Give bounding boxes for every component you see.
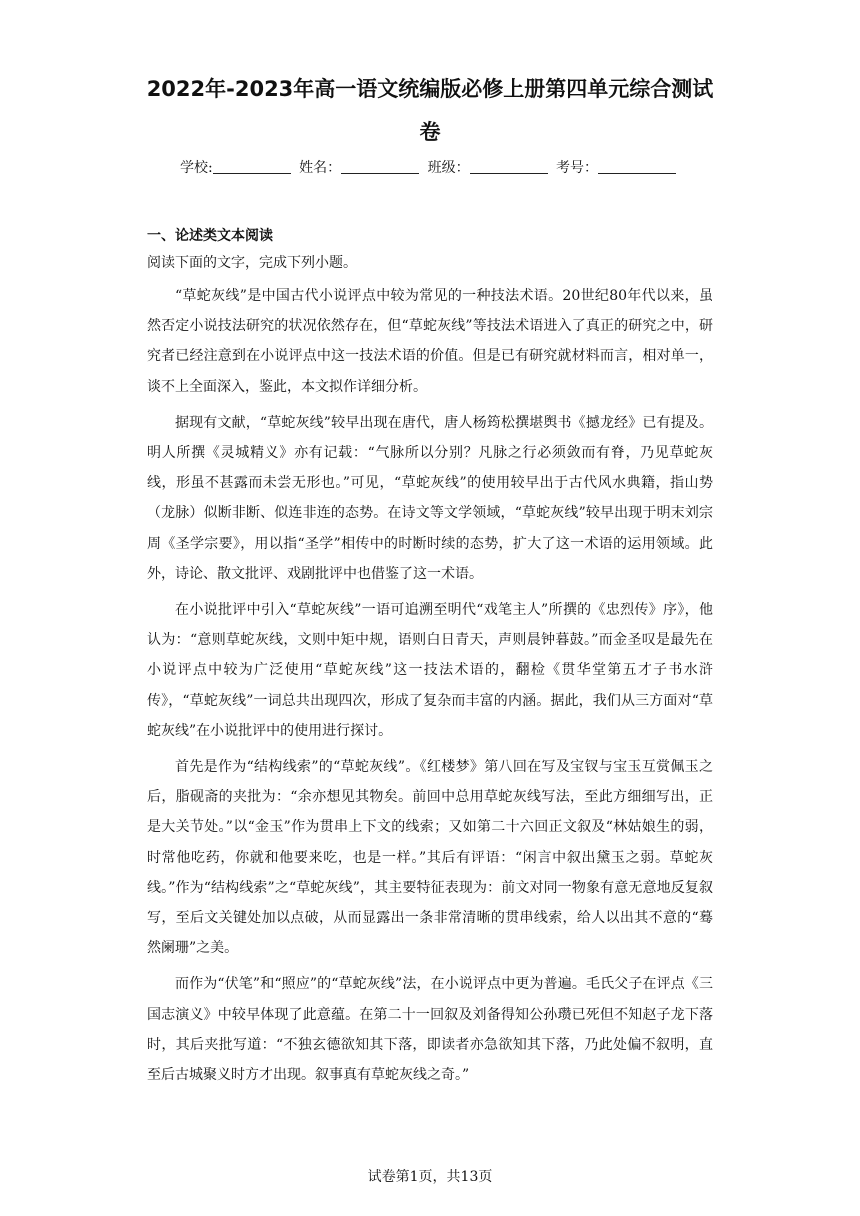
reading-passage: [147, 281, 713, 1090]
student-info-line: [0, 158, 860, 178]
school-blank: [213, 159, 291, 174]
exam-title-line-1: 2022年-2023年高一语文统编版必修上册第四单元综合测试: [146, 77, 714, 101]
passage-paragraph: 而作为“伏笔”和“照应”的“草蛇灰线”法，在小说评点中更为普遍。毛氏父子在评点《三国志演义》中较早体现了此意蕴。在第二十一回叙及刘备得知公孙瓒已死但不知赵子龙下落时，其后夹批写道：“不独玄德欲知其下落，即读者亦急欲知其下落，乃此处偏不叙明，直至后古城聚义时方才出现。叙事真有草蛇灰线之奇。”: [147, 976, 713, 1084]
exam-number-label: 考号：: [556, 160, 599, 176]
school-label: 学校:: [179, 160, 213, 176]
reading-instruction: 阅读下面的文字，完成下列小题。: [147, 255, 357, 271]
passage-paragraph: “草蛇灰线”是中国古代小说评点中较为常见的一种技法术语。20世纪80年代以来，虽然否定小说技法研究的状况依然存在，但“草蛇灰线”等技法术语进入了真正的研究之中，研究者已经注意到在小说评点中这一技法术语的价值。但是已有研究就材料而言，相对单一，谈不上全面深入，鉴此，本文拟作详细分析。: [147, 288, 713, 395]
name-blank: [341, 159, 419, 174]
passage-paragraph: 据现有文献，“草蛇灰线”较早出现在唐代，唐人杨筠松撰堪舆书《撼龙经》已有提及。明人所撰《灵城精义》亦有记载：“气脉所以分别？凡脉之行必须敛而有脊，乃见草蛇灰线，形虽不甚露而未尝无形也。”可见，“草蛇灰线”的使用较早出于古代风水典籍，指山势（龙脉）似断非断、似连非连的态势。在诗文等文学领域，“草蛇灰线”较早出现于明末刘宗周《圣学宗要》，用以指“圣学”相传中的时断时续的态势，扩大了这一术语的运用领域。此外，诗论、散文批评、戏剧批评中也借鉴了这一术语。: [147, 414, 713, 582]
exam-title-line-2: 卷: [419, 120, 441, 144]
name-label: 姓名：: [299, 160, 342, 176]
exam-number-blank: [598, 159, 676, 174]
page-footer: 试卷第1页，共13页: [367, 1169, 493, 1185]
passage-paragraph: 首先是作为“结构线索”的“草蛇灰线”。《红楼梦》第八回在写及宝钗与宝玉互赏佩玉之后，脂砚斋的夹批为：“余亦想见其物矣。前回中总用草蛇灰线写法，至此方细细写出，正是大关节处。”以“金玉”作为贯串上下文的线索；又如第二十六回正文叙及“林姑娘生的弱，时常他吃药，你就和他要来吃，也是一样。”其后有评语：“闲言中叙出黛玉之弱。草蛇灰线。”作为“结构线索”之“草蛇灰线”，其主要特征表现为：前文对同一物象有意无意地反复叙写，至后文关键处加以点破，从而显露出一条非常清晰的贯串线索，给人以出其不意的“蓦然阑珊”之美。: [147, 759, 713, 957]
class-label: 班级：: [427, 160, 470, 176]
class-blank: [470, 159, 548, 174]
passage-paragraph: 在小说批评中引入“草蛇灰线”一语可追溯至明代“戏笔主人”所撰的《忠烈传》序》，他认为：“意则草蛇灰线，文则中矩中规，语则白日青天，声则晨钟暮鼓。”而金圣叹是最先在小说评点中较为广泛使用“草蛇灰线”这一技法术语的，翻检《贯华堂第五才子书水浒传》，“草蛇灰线”一词总共出现四次，形成了复杂而丰富的内涵。据此，我们从三方面对“草蛇灰线”在小说批评中的使用进行探讨。: [147, 602, 713, 739]
section-heading: 一、论述类文本阅读: [147, 228, 273, 244]
